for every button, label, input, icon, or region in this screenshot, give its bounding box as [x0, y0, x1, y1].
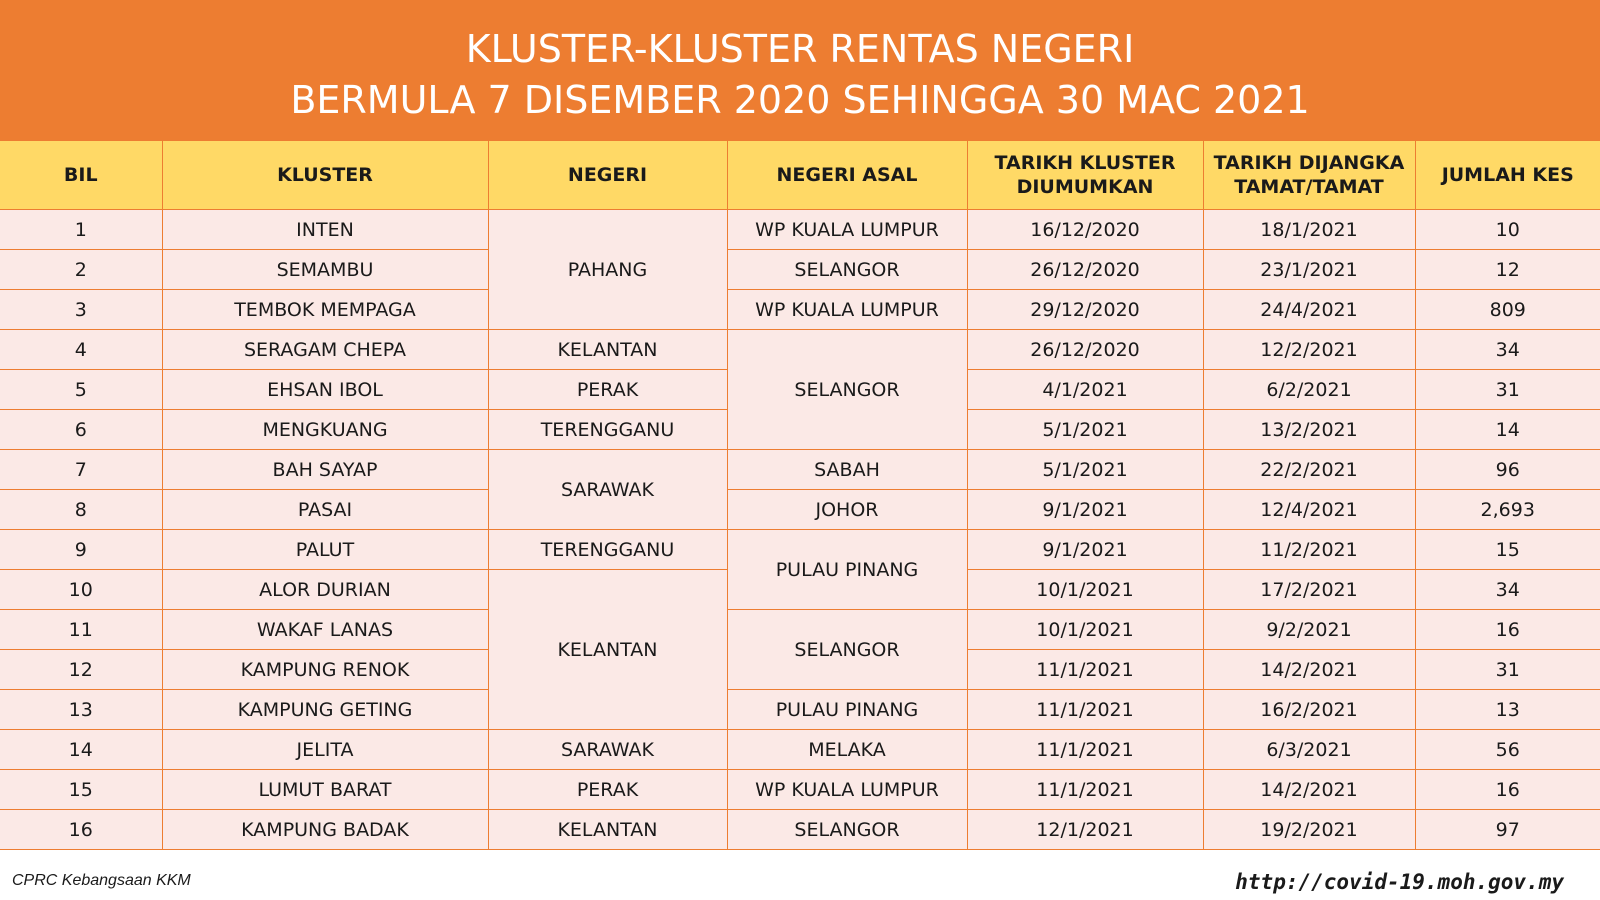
cell-kluster: WAKAF LANAS — [162, 610, 488, 650]
cell-tarikh-diumumkan: 26/12/2020 — [967, 330, 1203, 370]
table-row — [0, 250, 1600, 290]
cell-tarikh-tamat: 16/2/2021 — [1203, 690, 1415, 730]
cell-kluster: SEMAMBU — [162, 250, 488, 290]
cell-kluster: PALUT — [162, 530, 488, 570]
cell-bil: 9 — [0, 530, 162, 570]
cell-kluster: MENGKUANG — [162, 410, 488, 450]
cell-tarikh-diumumkan: 16/12/2020 — [967, 210, 1203, 250]
cell-tarikh-tamat: 13/2/2021 — [1203, 410, 1415, 450]
cell-negeri-asal: PULAU PINANG — [727, 530, 967, 610]
cell-negeri: SARAWAK — [488, 450, 727, 530]
cell-negeri: KELANTAN — [488, 570, 727, 730]
cell-tarikh-diumumkan: 10/1/2021 — [967, 610, 1203, 650]
cell-negeri-asal: JOHOR — [727, 490, 967, 530]
cell-negeri-asal: WP KUALA LUMPUR — [727, 210, 967, 250]
cell-tarikh-diumumkan: 9/1/2021 — [967, 530, 1203, 570]
cell-negeri-asal: PULAU PINANG — [727, 690, 967, 730]
cell-jumlah-kes: 34 — [1415, 330, 1600, 370]
table-row — [0, 810, 1600, 850]
cell-jumlah-kes: 809 — [1415, 290, 1600, 330]
cell-kluster: PASAI — [162, 490, 488, 530]
cell-kluster: SERAGAM CHEPA — [162, 330, 488, 370]
title-line-1: KLUSTER-KLUSTER RENTAS NEGERI — [465, 27, 1135, 71]
cell-jumlah-kes: 31 — [1415, 370, 1600, 410]
cell-negeri: KELANTAN — [488, 810, 727, 850]
cell-bil: 3 — [0, 290, 162, 330]
cell-tarikh-diumumkan: 9/1/2021 — [967, 490, 1203, 530]
cell-jumlah-kes: 16 — [1415, 770, 1600, 810]
cell-negeri: PERAK — [488, 770, 727, 810]
header-negeri: NEGERI — [488, 141, 727, 210]
header-tarikh-tamat-line2: TAMAT/TAMAT — [1234, 176, 1384, 198]
cell-tarikh-diumumkan: 12/1/2021 — [967, 810, 1203, 850]
cell-tarikh-diumumkan: 4/1/2021 — [967, 370, 1203, 410]
cell-negeri-asal: SELANGOR — [727, 330, 967, 450]
cell-bil: 14 — [0, 730, 162, 770]
header-kluster: KLUSTER — [162, 141, 488, 210]
cell-jumlah-kes: 15 — [1415, 530, 1600, 570]
cell-jumlah-kes: 34 — [1415, 570, 1600, 610]
cell-tarikh-tamat: 14/2/2021 — [1203, 650, 1415, 690]
cell-bil: 15 — [0, 770, 162, 810]
cell-bil: 6 — [0, 410, 162, 450]
header-tarikh-tamat — [1203, 141, 1415, 210]
cell-tarikh-diumumkan: 10/1/2021 — [967, 570, 1203, 610]
cell-bil: 2 — [0, 250, 162, 290]
clusters-table — [0, 141, 1600, 850]
cell-negeri: PERAK — [488, 370, 727, 410]
cell-negeri: TERENGGANU — [488, 410, 727, 450]
cell-negeri: TERENGGANU — [488, 530, 727, 570]
cell-tarikh-tamat: 19/2/2021 — [1203, 810, 1415, 850]
cell-tarikh-diumumkan: 26/12/2020 — [967, 250, 1203, 290]
cell-tarikh-diumumkan: 11/1/2021 — [967, 650, 1203, 690]
cell-jumlah-kes: 56 — [1415, 730, 1600, 770]
table-row — [0, 490, 1600, 530]
cell-tarikh-tamat: 6/2/2021 — [1203, 370, 1415, 410]
cell-tarikh-tamat: 23/1/2021 — [1203, 250, 1415, 290]
source-credit: CPRC Kebangsaan KKM — [12, 872, 191, 889]
cell-kluster: KAMPUNG RENOK — [162, 650, 488, 690]
cell-bil: 10 — [0, 570, 162, 610]
header-row — [0, 141, 1600, 210]
cell-negeri-asal: WP KUALA LUMPUR — [727, 770, 967, 810]
cell-negeri: PAHANG — [488, 210, 727, 330]
cell-negeri: KELANTAN — [488, 330, 727, 370]
cell-tarikh-tamat: 11/2/2021 — [1203, 530, 1415, 570]
header-tarikh-diumumkan — [967, 141, 1203, 210]
header-negeri-asal: NEGERI ASAL — [727, 141, 967, 210]
cell-kluster: INTEN — [162, 210, 488, 250]
cell-negeri-asal: SELANGOR — [727, 610, 967, 690]
cell-tarikh-diumumkan: 5/1/2021 — [967, 450, 1203, 490]
table-row — [0, 210, 1600, 250]
title-banner — [0, 0, 1600, 141]
cell-tarikh-diumumkan: 11/1/2021 — [967, 690, 1203, 730]
cell-negeri-asal: MELAKA — [727, 730, 967, 770]
cell-jumlah-kes: 12 — [1415, 250, 1600, 290]
cell-jumlah-kes: 96 — [1415, 450, 1600, 490]
table-row — [0, 730, 1600, 770]
cell-tarikh-tamat: 14/2/2021 — [1203, 770, 1415, 810]
cell-tarikh-diumumkan: 29/12/2020 — [967, 290, 1203, 330]
cell-tarikh-diumumkan: 11/1/2021 — [967, 730, 1203, 770]
cell-kluster: EHSAN IBOL — [162, 370, 488, 410]
cell-tarikh-tamat: 12/2/2021 — [1203, 330, 1415, 370]
cell-tarikh-tamat: 6/3/2021 — [1203, 730, 1415, 770]
cell-jumlah-kes: 31 — [1415, 650, 1600, 690]
cell-jumlah-kes: 2,693 — [1415, 490, 1600, 530]
table-row — [0, 450, 1600, 490]
cell-jumlah-kes: 16 — [1415, 610, 1600, 650]
table-row — [0, 330, 1600, 370]
header-jumlah-kes: JUMLAH KES — [1415, 141, 1600, 210]
table-row — [0, 610, 1600, 650]
table-row — [0, 290, 1600, 330]
cell-jumlah-kes: 13 — [1415, 690, 1600, 730]
cell-bil: 1 — [0, 210, 162, 250]
cell-tarikh-tamat: 24/4/2021 — [1203, 290, 1415, 330]
cell-bil: 13 — [0, 690, 162, 730]
header-tarikh-tamat-line1: TARIKH DIJANGKA — [1213, 152, 1405, 174]
cell-kluster: TEMBOK MEMPAGA — [162, 290, 488, 330]
cell-negeri-asal: SABAH — [727, 450, 967, 490]
cell-jumlah-kes: 10 — [1415, 210, 1600, 250]
cell-bil: 12 — [0, 650, 162, 690]
cell-negeri: SARAWAK — [488, 730, 727, 770]
cell-kluster: BAH SAYAP — [162, 450, 488, 490]
cell-jumlah-kes: 97 — [1415, 810, 1600, 850]
cell-bil: 5 — [0, 370, 162, 410]
cell-bil: 11 — [0, 610, 162, 650]
cell-negeri-asal: SELANGOR — [727, 250, 967, 290]
source-url: http://covid-19.moh.gov.my — [1235, 870, 1564, 894]
cell-jumlah-kes: 14 — [1415, 410, 1600, 450]
table-row — [0, 690, 1600, 730]
header-bil: BIL — [0, 141, 162, 210]
cell-kluster: ALOR DURIAN — [162, 570, 488, 610]
cell-bil: 8 — [0, 490, 162, 530]
cell-tarikh-tamat: 12/4/2021 — [1203, 490, 1415, 530]
cell-bil: 4 — [0, 330, 162, 370]
title-line-2: BERMULA 7 DISEMBER 2020 SEHINGGA 30 MAC 2021 — [290, 78, 1310, 122]
cell-tarikh-tamat: 22/2/2021 — [1203, 450, 1415, 490]
cell-tarikh-tamat: 9/2/2021 — [1203, 610, 1415, 650]
cell-kluster: KAMPUNG GETING — [162, 690, 488, 730]
table-row — [0, 770, 1600, 810]
cell-bil: 7 — [0, 450, 162, 490]
cell-negeri-asal: SELANGOR — [727, 810, 967, 850]
cell-negeri-asal: WP KUALA LUMPUR — [727, 290, 967, 330]
cell-kluster: JELITA — [162, 730, 488, 770]
cell-bil: 16 — [0, 810, 162, 850]
cell-kluster: KAMPUNG BADAK — [162, 810, 488, 850]
cell-tarikh-tamat: 17/2/2021 — [1203, 570, 1415, 610]
cell-kluster: LUMUT BARAT — [162, 770, 488, 810]
cell-tarikh-diumumkan: 11/1/2021 — [967, 770, 1203, 810]
cell-tarikh-diumumkan: 5/1/2021 — [967, 410, 1203, 450]
table-row — [0, 530, 1600, 570]
cell-tarikh-tamat: 18/1/2021 — [1203, 210, 1415, 250]
header-tarikh-diumumkan-line2: DIUMUMKAN — [1016, 176, 1154, 198]
header-tarikh-diumumkan-line1: TARIKH KLUSTER — [994, 152, 1176, 174]
